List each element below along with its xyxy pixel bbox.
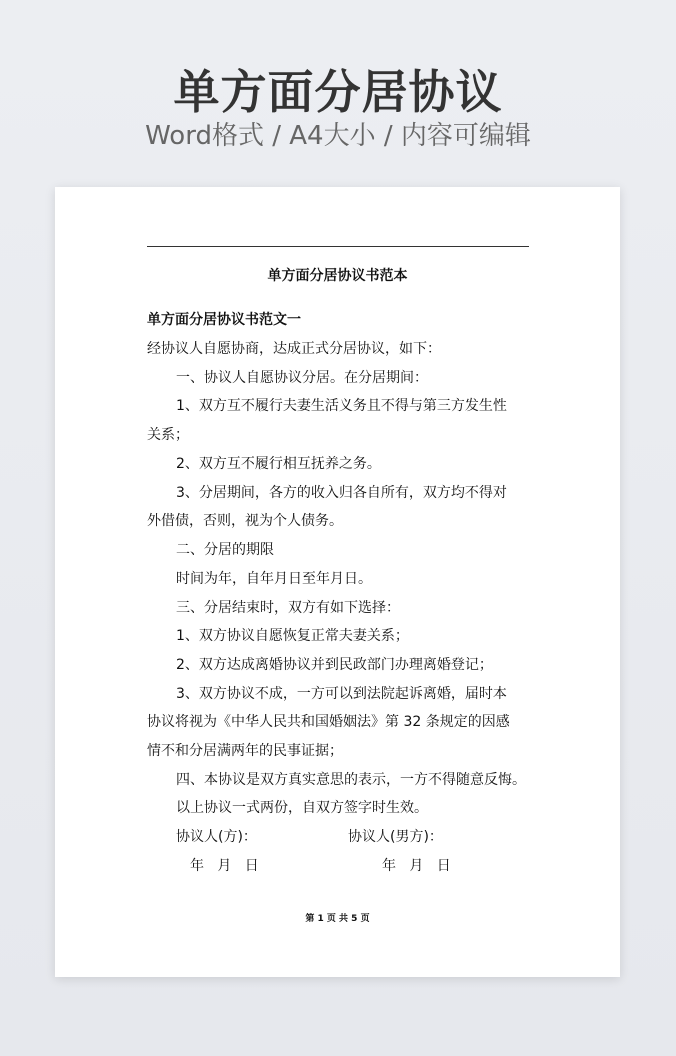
paragraph-line: 四、本协议是双方真实意思的表示，一方不得随意反悔。 (176, 772, 526, 788)
banner-title: 单方面分居协议 (173, 65, 503, 119)
document-title: 单方面分居协议书范本 (267, 268, 408, 284)
signature-date-party-b: 年 月 日 (382, 858, 451, 874)
page-number-footer: 第 1 页 共 5 页 (305, 914, 370, 924)
paragraph-line: 2、双方达成离婚协议并到民政部门办理离婚登记； (176, 657, 493, 673)
paragraph-line: 协议将视为《中华人民共和国婚姻法》第 32 条规定的因感 (147, 714, 510, 730)
paragraph-line: 一、协议人自愿协议分居。在分居期间： (176, 370, 428, 386)
signature-label-party-a: 协议人(方)： (176, 829, 257, 845)
paragraph-line: 情不和分居满两年的民事证据； (147, 743, 343, 759)
paragraph-line: 时间为年，自年月日至年月日。 (176, 571, 372, 587)
header-rule (147, 246, 529, 247)
paragraph-line: 2、双方互不履行相互抚养之务。 (176, 456, 381, 472)
paragraph-line: 3、分居期间，各方的收入归各自所有，双方均不得对 (176, 485, 507, 501)
signature-date-party-a: 年 月 日 (190, 858, 259, 874)
paragraph-line: 关系； (147, 427, 189, 443)
paragraph-line: 外借债，否则，视为个人债务。 (147, 513, 343, 529)
document-page (55, 187, 620, 977)
section-heading: 单方面分居协议书范文一 (147, 312, 301, 328)
paragraph-line: 三、分居结束时，双方有如下选择： (176, 600, 400, 616)
paragraph-line: 经协议人自愿协商，达成正式分居协议，如下： (147, 341, 441, 357)
signature-label-party-b: 协议人(男方)： (348, 829, 443, 845)
paragraph-line: 以上协议一式两份，自双方签字时生效。 (176, 800, 428, 816)
banner-subtitle: Word格式 / A4大小 / 内容可编辑 (145, 121, 531, 151)
paragraph-line: 3、双方协议不成，一方可以到法院起诉离婚，届时本 (176, 686, 507, 702)
paragraph-line: 1、双方互不履行夫妻生活义务且不得与第三方发生性 (176, 398, 507, 414)
paragraph-line: 二、分居的期限 (176, 542, 274, 558)
paragraph-line: 1、双方协议自愿恢复正常夫妻关系； (176, 628, 409, 644)
